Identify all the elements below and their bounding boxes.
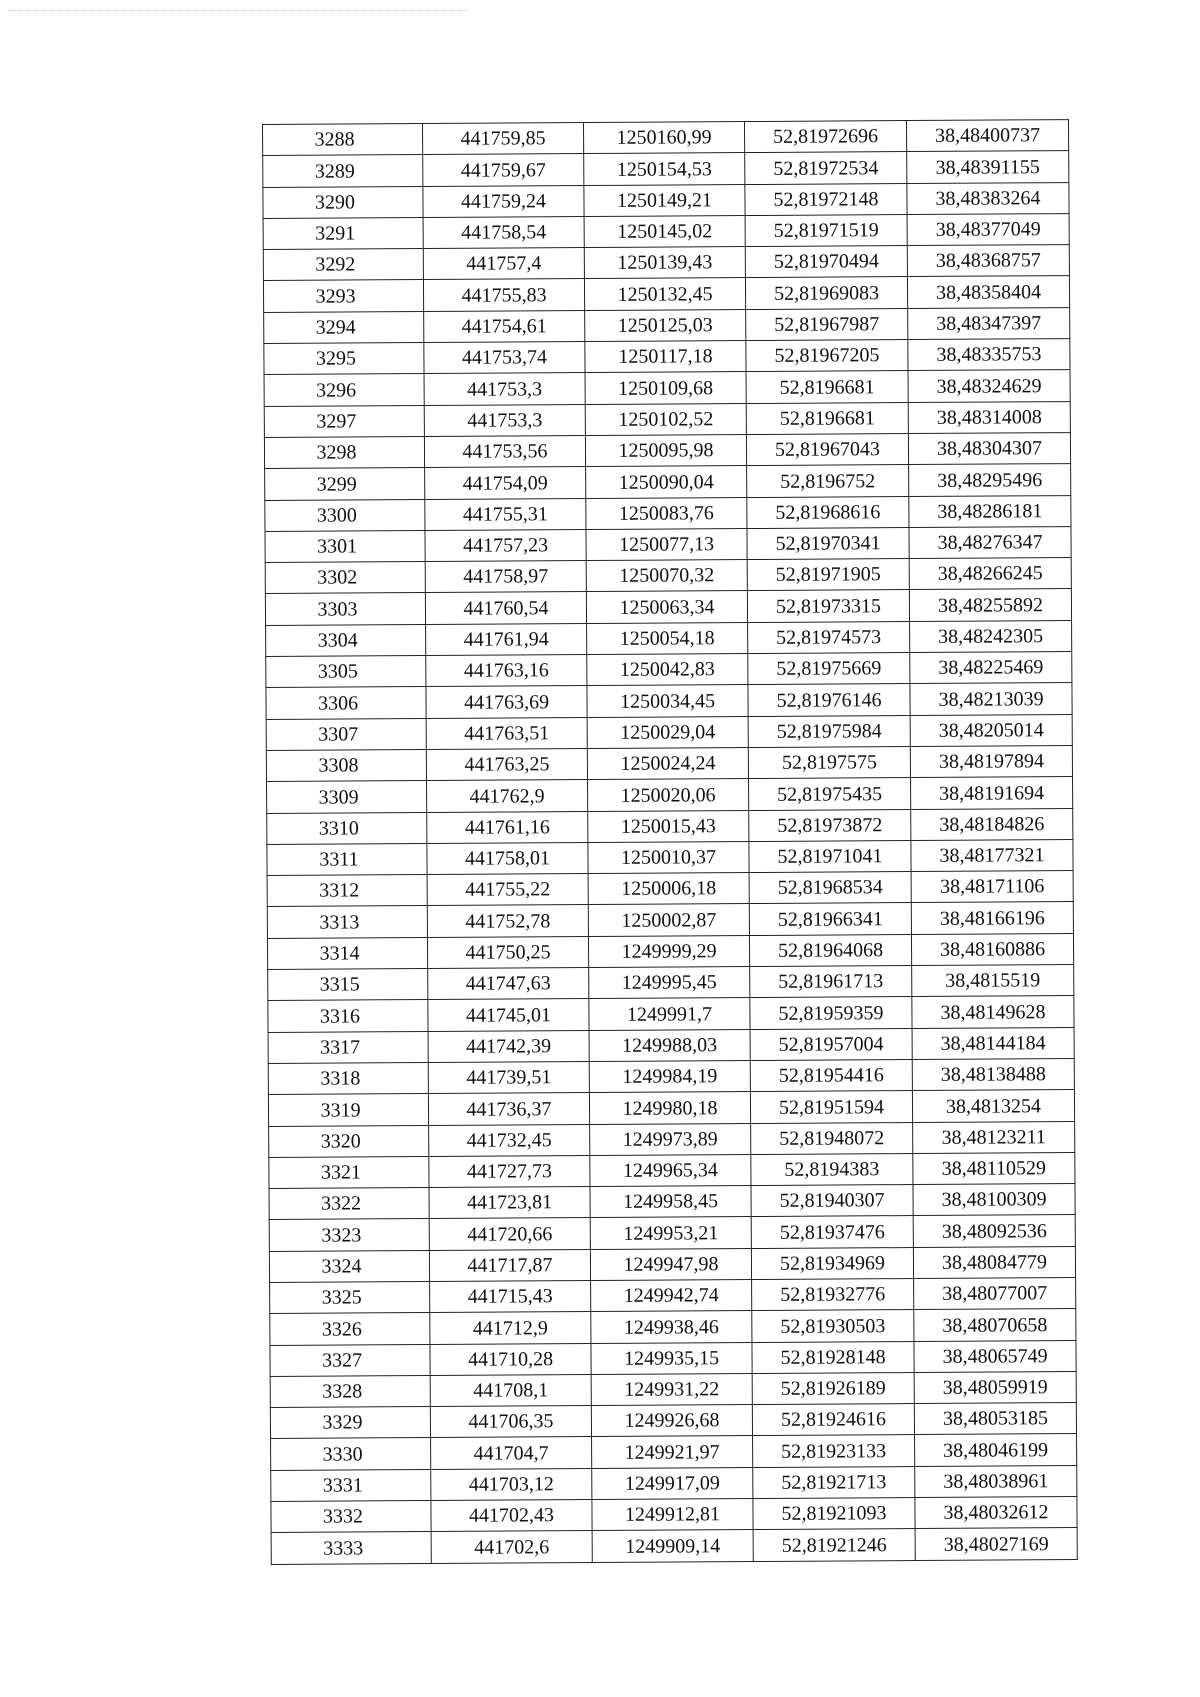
x-coordinate-cell: 441753,56 xyxy=(424,435,585,467)
y-coordinate-cell: 1250002,87 xyxy=(588,904,749,936)
latitude-cell: 52,81972148 xyxy=(745,183,907,215)
latitude-cell: 52,8197575 xyxy=(748,746,910,778)
point-number-cell: 3316 xyxy=(268,1000,428,1032)
longitude-cell: 38,48032612 xyxy=(915,1497,1077,1529)
longitude-cell: 38,48046199 xyxy=(915,1434,1077,1466)
longitude-cell: 38,4815519 xyxy=(912,965,1074,997)
point-number-cell: 3300 xyxy=(265,499,425,531)
longitude-cell: 38,48053185 xyxy=(914,1403,1076,1435)
y-coordinate-cell: 1250020,06 xyxy=(588,779,749,811)
longitude-cell: 38,48191694 xyxy=(911,777,1073,809)
longitude-cell: 38,48205014 xyxy=(910,714,1072,746)
longitude-cell: 38,48059919 xyxy=(914,1371,1076,1403)
x-coordinate-cell: 441745,01 xyxy=(428,999,589,1031)
point-number-cell: 3325 xyxy=(270,1281,430,1313)
table-row xyxy=(263,276,1069,312)
point-number-cell: 3303 xyxy=(265,593,425,625)
table-row xyxy=(269,1121,1075,1157)
x-coordinate-cell: 441754,09 xyxy=(425,467,586,499)
point-number-cell: 3310 xyxy=(267,812,427,844)
table-row xyxy=(271,1528,1077,1564)
y-coordinate-cell: 1250042,83 xyxy=(587,654,748,686)
latitude-cell: 52,81968616 xyxy=(747,496,909,528)
point-number-cell: 3321 xyxy=(269,1156,429,1188)
y-coordinate-cell: 1249921,97 xyxy=(592,1436,753,1468)
x-coordinate-cell: 441760,54 xyxy=(425,592,586,624)
longitude-cell: 38,48358404 xyxy=(907,276,1069,308)
latitude-cell: 52,81971905 xyxy=(747,559,909,591)
longitude-cell: 38,48123211 xyxy=(913,1121,1075,1153)
latitude-cell: 52,81969083 xyxy=(745,277,907,309)
longitude-cell: 38,48286181 xyxy=(909,495,1071,527)
point-number-cell: 3302 xyxy=(265,562,425,594)
y-coordinate-cell: 1249917,09 xyxy=(592,1467,753,1499)
y-coordinate-cell: 1249909,14 xyxy=(592,1530,753,1562)
y-coordinate-cell: 1250109,68 xyxy=(585,372,746,404)
table-row xyxy=(264,433,1070,469)
point-number-cell: 3331 xyxy=(271,1469,431,1501)
y-coordinate-cell: 1250010,37 xyxy=(588,841,749,873)
y-coordinate-cell: 1249942,74 xyxy=(591,1280,752,1312)
table-row xyxy=(267,871,1073,907)
latitude-cell: 52,81921713 xyxy=(753,1466,915,1498)
point-number-cell: 3306 xyxy=(266,687,426,719)
longitude-cell: 38,48213039 xyxy=(910,683,1072,715)
longitude-cell: 38,48184826 xyxy=(911,808,1073,840)
point-number-cell: 3330 xyxy=(271,1438,431,1470)
latitude-cell: 52,81967205 xyxy=(746,340,908,372)
x-coordinate-cell: 441758,97 xyxy=(425,561,586,593)
latitude-cell: 52,81957004 xyxy=(750,1028,912,1060)
y-coordinate-cell: 1250083,76 xyxy=(586,497,747,529)
y-coordinate-cell: 1249938,46 xyxy=(591,1311,752,1343)
point-number-cell: 3323 xyxy=(269,1219,429,1251)
y-coordinate-cell: 1249980,18 xyxy=(589,1092,750,1124)
table-row xyxy=(267,933,1073,969)
latitude-cell: 52,81967987 xyxy=(746,308,908,340)
table-row xyxy=(263,182,1069,218)
longitude-cell: 38,48077007 xyxy=(914,1278,1076,1310)
latitude-cell: 52,81975669 xyxy=(748,653,910,685)
longitude-cell: 38,48347397 xyxy=(908,307,1070,339)
longitude-cell: 38,48144184 xyxy=(912,1027,1074,1059)
point-number-cell: 3293 xyxy=(263,280,423,312)
point-number-cell: 3333 xyxy=(271,1532,431,1564)
latitude-cell: 52,81975984 xyxy=(748,715,910,747)
table-row xyxy=(269,1246,1075,1282)
longitude-cell: 38,48149628 xyxy=(912,996,1074,1028)
latitude-cell: 52,81973315 xyxy=(747,590,909,622)
x-coordinate-cell: 441706,35 xyxy=(430,1406,591,1438)
point-number-cell: 3319 xyxy=(268,1094,428,1126)
point-number-cell: 3295 xyxy=(264,343,424,375)
latitude-cell: 52,81971519 xyxy=(745,214,907,246)
x-coordinate-cell: 441752,78 xyxy=(427,905,588,937)
latitude-cell: 52,81964068 xyxy=(749,934,911,966)
table-row xyxy=(265,589,1071,625)
table-row xyxy=(266,683,1072,719)
table-row xyxy=(269,1215,1075,1251)
x-coordinate-cell: 441754,61 xyxy=(424,310,585,342)
table-row xyxy=(264,307,1070,343)
table-row xyxy=(269,1152,1075,1188)
y-coordinate-cell: 1250024,24 xyxy=(587,747,748,779)
point-number-cell: 3312 xyxy=(267,875,427,907)
x-coordinate-cell: 441761,94 xyxy=(426,623,587,655)
latitude-cell: 52,81973872 xyxy=(749,809,911,841)
longitude-cell: 38,48177321 xyxy=(911,839,1073,871)
table-row xyxy=(269,1184,1075,1220)
table-row xyxy=(263,120,1069,156)
y-coordinate-cell: 1250029,04 xyxy=(587,716,748,748)
point-number-cell: 3309 xyxy=(267,781,427,813)
x-coordinate-cell: 441739,51 xyxy=(428,1061,589,1093)
table-row xyxy=(264,370,1070,406)
latitude-cell: 52,81924616 xyxy=(752,1404,914,1436)
longitude-cell: 38,48166196 xyxy=(911,902,1073,934)
latitude-cell: 52,81970341 xyxy=(747,527,909,559)
x-coordinate-cell: 441753,3 xyxy=(424,373,585,405)
y-coordinate-cell: 1249965,34 xyxy=(590,1154,751,1186)
x-coordinate-cell: 441753,74 xyxy=(424,342,585,374)
point-number-cell: 3313 xyxy=(267,906,427,938)
table-row xyxy=(268,965,1074,1001)
point-number-cell: 3296 xyxy=(264,374,424,406)
point-number-cell: 3326 xyxy=(270,1313,430,1345)
latitude-cell: 52,81937476 xyxy=(751,1216,913,1248)
x-coordinate-cell: 441747,63 xyxy=(428,968,589,1000)
longitude-cell: 38,48391155 xyxy=(907,151,1069,183)
longitude-cell: 38,48110529 xyxy=(913,1152,1075,1184)
latitude-cell: 52,81921093 xyxy=(753,1498,915,1530)
point-number-cell: 3297 xyxy=(264,405,424,437)
latitude-cell: 52,8194383 xyxy=(751,1153,913,1185)
table-row xyxy=(268,1090,1074,1126)
y-coordinate-cell: 1250034,45 xyxy=(587,685,748,717)
x-coordinate-cell: 441761,16 xyxy=(427,811,588,843)
point-number-cell: 3291 xyxy=(263,217,423,249)
table-row xyxy=(270,1340,1076,1376)
point-number-cell: 3294 xyxy=(264,311,424,343)
longitude-cell: 38,48070658 xyxy=(914,1309,1076,1341)
y-coordinate-cell: 1250063,34 xyxy=(586,591,747,623)
y-coordinate-cell: 1249912,81 xyxy=(592,1499,753,1531)
longitude-cell: 38,48092536 xyxy=(913,1215,1075,1247)
table-row xyxy=(268,996,1074,1032)
y-coordinate-cell: 1249999,29 xyxy=(588,935,749,967)
longitude-cell: 38,48242305 xyxy=(910,620,1072,652)
longitude-cell: 38,48100309 xyxy=(913,1184,1075,1216)
x-coordinate-cell: 441758,01 xyxy=(427,842,588,874)
latitude-cell: 52,81923133 xyxy=(753,1435,915,1467)
y-coordinate-cell: 1249973,89 xyxy=(590,1123,751,1155)
table-row xyxy=(263,213,1069,249)
y-coordinate-cell: 1249958,45 xyxy=(590,1186,751,1218)
latitude-cell: 52,81972696 xyxy=(744,121,906,153)
latitude-cell: 52,81976146 xyxy=(748,684,910,716)
y-coordinate-cell: 1249991,7 xyxy=(589,998,750,1030)
latitude-cell: 52,81966341 xyxy=(749,903,911,935)
point-number-cell: 3301 xyxy=(265,530,425,562)
x-coordinate-cell: 441742,39 xyxy=(428,1030,589,1062)
x-coordinate-cell: 441702,6 xyxy=(431,1531,592,1563)
latitude-cell: 52,8196681 xyxy=(746,402,908,434)
point-number-cell: 3327 xyxy=(270,1344,430,1376)
table-row xyxy=(270,1403,1076,1439)
table-row xyxy=(270,1371,1076,1407)
longitude-cell: 38,48065749 xyxy=(914,1340,1076,1372)
x-coordinate-cell: 441753,3 xyxy=(424,404,585,436)
latitude-cell: 52,81926189 xyxy=(752,1372,914,1404)
latitude-cell: 52,81940307 xyxy=(751,1185,913,1217)
x-coordinate-cell: 441736,37 xyxy=(428,1093,589,1125)
longitude-cell: 38,48383264 xyxy=(907,182,1069,214)
coordinates-table-container xyxy=(262,119,1077,1565)
latitude-cell: 52,81970494 xyxy=(745,246,907,278)
longitude-cell: 38,48304307 xyxy=(908,433,1070,465)
latitude-cell: 52,81967043 xyxy=(746,434,908,466)
scan-edge-artifact xyxy=(8,10,468,11)
x-coordinate-cell: 441759,85 xyxy=(423,123,584,155)
point-number-cell: 3298 xyxy=(264,436,424,468)
y-coordinate-cell: 1250125,03 xyxy=(585,309,746,341)
y-coordinate-cell: 1250054,18 xyxy=(587,622,748,654)
point-number-cell: 3314 xyxy=(267,937,427,969)
longitude-cell: 38,48400737 xyxy=(906,120,1068,152)
longitude-cell: 38,48377049 xyxy=(907,213,1069,245)
table-row xyxy=(268,1058,1074,1094)
longitude-cell: 38,4813254 xyxy=(912,1090,1074,1122)
x-coordinate-cell: 441717,87 xyxy=(429,1249,590,1281)
latitude-cell: 52,81972534 xyxy=(745,152,907,184)
point-number-cell: 3332 xyxy=(271,1501,431,1533)
x-coordinate-cell: 441712,9 xyxy=(430,1312,591,1344)
table-row xyxy=(263,151,1069,187)
y-coordinate-cell: 1249995,45 xyxy=(589,967,750,999)
longitude-cell: 38,48038961 xyxy=(915,1465,1077,1497)
y-coordinate-cell: 1249984,19 xyxy=(589,1060,750,1092)
x-coordinate-cell: 441715,43 xyxy=(430,1280,591,1312)
point-number-cell: 3299 xyxy=(265,468,425,500)
y-coordinate-cell: 1250139,43 xyxy=(584,247,745,279)
point-number-cell: 3329 xyxy=(270,1407,430,1439)
latitude-cell: 52,81932776 xyxy=(752,1279,914,1311)
x-coordinate-cell: 441708,1 xyxy=(430,1374,591,1406)
y-coordinate-cell: 1249926,68 xyxy=(591,1405,752,1437)
longitude-cell: 38,48314008 xyxy=(908,401,1070,433)
y-coordinate-cell: 1250015,43 xyxy=(588,810,749,842)
latitude-cell: 52,8196681 xyxy=(746,371,908,403)
x-coordinate-cell: 441763,69 xyxy=(426,686,587,718)
y-coordinate-cell: 1250145,02 xyxy=(584,215,745,247)
point-number-cell: 3322 xyxy=(269,1188,429,1220)
y-coordinate-cell: 1250154,53 xyxy=(584,153,745,185)
table-row xyxy=(266,652,1072,688)
x-coordinate-cell: 441759,67 xyxy=(423,154,584,186)
point-number-cell: 3288 xyxy=(263,124,423,156)
x-coordinate-cell: 441758,54 xyxy=(423,216,584,248)
x-coordinate-cell: 441755,83 xyxy=(423,279,584,311)
point-number-cell: 3324 xyxy=(269,1250,429,1282)
longitude-cell: 38,48368757 xyxy=(907,245,1069,277)
x-coordinate-cell: 441755,22 xyxy=(427,874,588,906)
x-coordinate-cell: 441757,23 xyxy=(425,529,586,561)
point-number-cell: 3289 xyxy=(263,155,423,187)
latitude-cell: 52,81921246 xyxy=(753,1529,915,1561)
latitude-cell: 52,81930503 xyxy=(752,1310,914,1342)
latitude-cell: 52,81959359 xyxy=(750,997,912,1029)
point-number-cell: 3304 xyxy=(266,624,426,656)
y-coordinate-cell: 1249935,15 xyxy=(591,1342,752,1374)
y-coordinate-cell: 1250102,52 xyxy=(585,403,746,435)
table-row xyxy=(271,1465,1077,1501)
point-number-cell: 3318 xyxy=(268,1062,428,1094)
x-coordinate-cell: 441757,4 xyxy=(423,248,584,280)
x-coordinate-cell: 441703,12 xyxy=(431,1468,592,1500)
table-row xyxy=(270,1309,1076,1345)
longitude-cell: 38,48160886 xyxy=(911,933,1073,965)
y-coordinate-cell: 1249988,03 xyxy=(589,1029,750,1061)
x-coordinate-cell: 441763,25 xyxy=(426,748,587,780)
y-coordinate-cell: 1249953,21 xyxy=(590,1217,751,1249)
longitude-cell: 38,48266245 xyxy=(909,558,1071,590)
table-row xyxy=(263,245,1069,281)
x-coordinate-cell: 441720,66 xyxy=(429,1218,590,1250)
table-row xyxy=(271,1497,1077,1533)
coordinates-table xyxy=(262,119,1078,1565)
y-coordinate-cell: 1250077,13 xyxy=(586,528,747,560)
table-row xyxy=(271,1434,1077,1470)
longitude-cell: 38,48225469 xyxy=(910,652,1072,684)
x-coordinate-cell: 441727,73 xyxy=(429,1155,590,1187)
latitude-cell: 52,81934969 xyxy=(751,1247,913,1279)
longitude-cell: 38,48138488 xyxy=(912,1058,1074,1090)
table-row xyxy=(265,464,1071,500)
point-number-cell: 3320 xyxy=(269,1125,429,1157)
point-number-cell: 3305 xyxy=(266,656,426,688)
longitude-cell: 38,48027169 xyxy=(915,1528,1077,1560)
latitude-cell: 52,81961713 xyxy=(750,966,912,998)
x-coordinate-cell: 441750,25 xyxy=(427,936,588,968)
point-number-cell: 3311 xyxy=(267,843,427,875)
table-row xyxy=(267,808,1073,844)
latitude-cell: 52,81974573 xyxy=(748,621,910,653)
table-row xyxy=(265,495,1071,531)
longitude-cell: 38,48197894 xyxy=(910,745,1072,777)
latitude-cell: 52,81948072 xyxy=(751,1122,913,1154)
longitude-cell: 38,48084779 xyxy=(913,1246,1075,1278)
latitude-cell: 52,81971041 xyxy=(749,840,911,872)
latitude-cell: 52,81954416 xyxy=(750,1059,912,1091)
latitude-cell: 52,81975435 xyxy=(749,778,911,810)
table-row xyxy=(266,714,1072,750)
x-coordinate-cell: 441732,45 xyxy=(429,1124,590,1156)
x-coordinate-cell: 441763,16 xyxy=(426,655,587,687)
x-coordinate-cell: 441755,31 xyxy=(425,498,586,530)
x-coordinate-cell: 441759,24 xyxy=(423,185,584,217)
y-coordinate-cell: 1250090,04 xyxy=(586,466,747,498)
coordinates-table-body xyxy=(263,120,1078,1565)
table-row xyxy=(267,777,1073,813)
x-coordinate-cell: 441762,9 xyxy=(427,780,588,812)
y-coordinate-cell: 1250070,32 xyxy=(586,560,747,592)
y-coordinate-cell: 1250149,21 xyxy=(584,184,745,216)
longitude-cell: 38,48324629 xyxy=(908,370,1070,402)
y-coordinate-cell: 1250006,18 xyxy=(588,873,749,905)
point-number-cell: 3290 xyxy=(263,186,423,218)
table-row xyxy=(265,558,1071,594)
y-coordinate-cell: 1250095,98 xyxy=(585,435,746,467)
latitude-cell: 52,8196752 xyxy=(747,465,909,497)
table-row xyxy=(267,902,1073,938)
latitude-cell: 52,81951594 xyxy=(750,1091,912,1123)
point-number-cell: 3308 xyxy=(266,749,426,781)
longitude-cell: 38,48295496 xyxy=(909,464,1071,496)
table-row xyxy=(266,620,1072,656)
latitude-cell: 52,81968534 xyxy=(749,872,911,904)
x-coordinate-cell: 441710,28 xyxy=(430,1343,591,1375)
point-number-cell: 3328 xyxy=(270,1375,430,1407)
y-coordinate-cell: 1250132,45 xyxy=(584,278,745,310)
table-row xyxy=(264,401,1070,437)
point-number-cell: 3292 xyxy=(263,249,423,281)
x-coordinate-cell: 441763,51 xyxy=(426,717,587,749)
table-row xyxy=(266,745,1072,781)
y-coordinate-cell: 1250160,99 xyxy=(583,122,744,154)
x-coordinate-cell: 441723,81 xyxy=(429,1187,590,1219)
latitude-cell: 52,81928148 xyxy=(752,1341,914,1373)
longitude-cell: 38,48335753 xyxy=(908,339,1070,371)
longitude-cell: 38,48255892 xyxy=(909,589,1071,621)
longitude-cell: 38,48276347 xyxy=(909,526,1071,558)
table-row xyxy=(268,1027,1074,1063)
x-coordinate-cell: 441702,43 xyxy=(431,1500,592,1532)
table-row xyxy=(265,526,1071,562)
y-coordinate-cell: 1250117,18 xyxy=(585,341,746,373)
x-coordinate-cell: 441704,7 xyxy=(431,1437,592,1469)
table-row xyxy=(270,1278,1076,1314)
y-coordinate-cell: 1249947,98 xyxy=(590,1248,751,1280)
point-number-cell: 3317 xyxy=(268,1031,428,1063)
y-coordinate-cell: 1249931,22 xyxy=(591,1373,752,1405)
table-row xyxy=(267,839,1073,875)
point-number-cell: 3315 xyxy=(268,969,428,1001)
table-row xyxy=(264,339,1070,375)
longitude-cell: 38,48171106 xyxy=(911,871,1073,903)
point-number-cell: 3307 xyxy=(266,718,426,750)
